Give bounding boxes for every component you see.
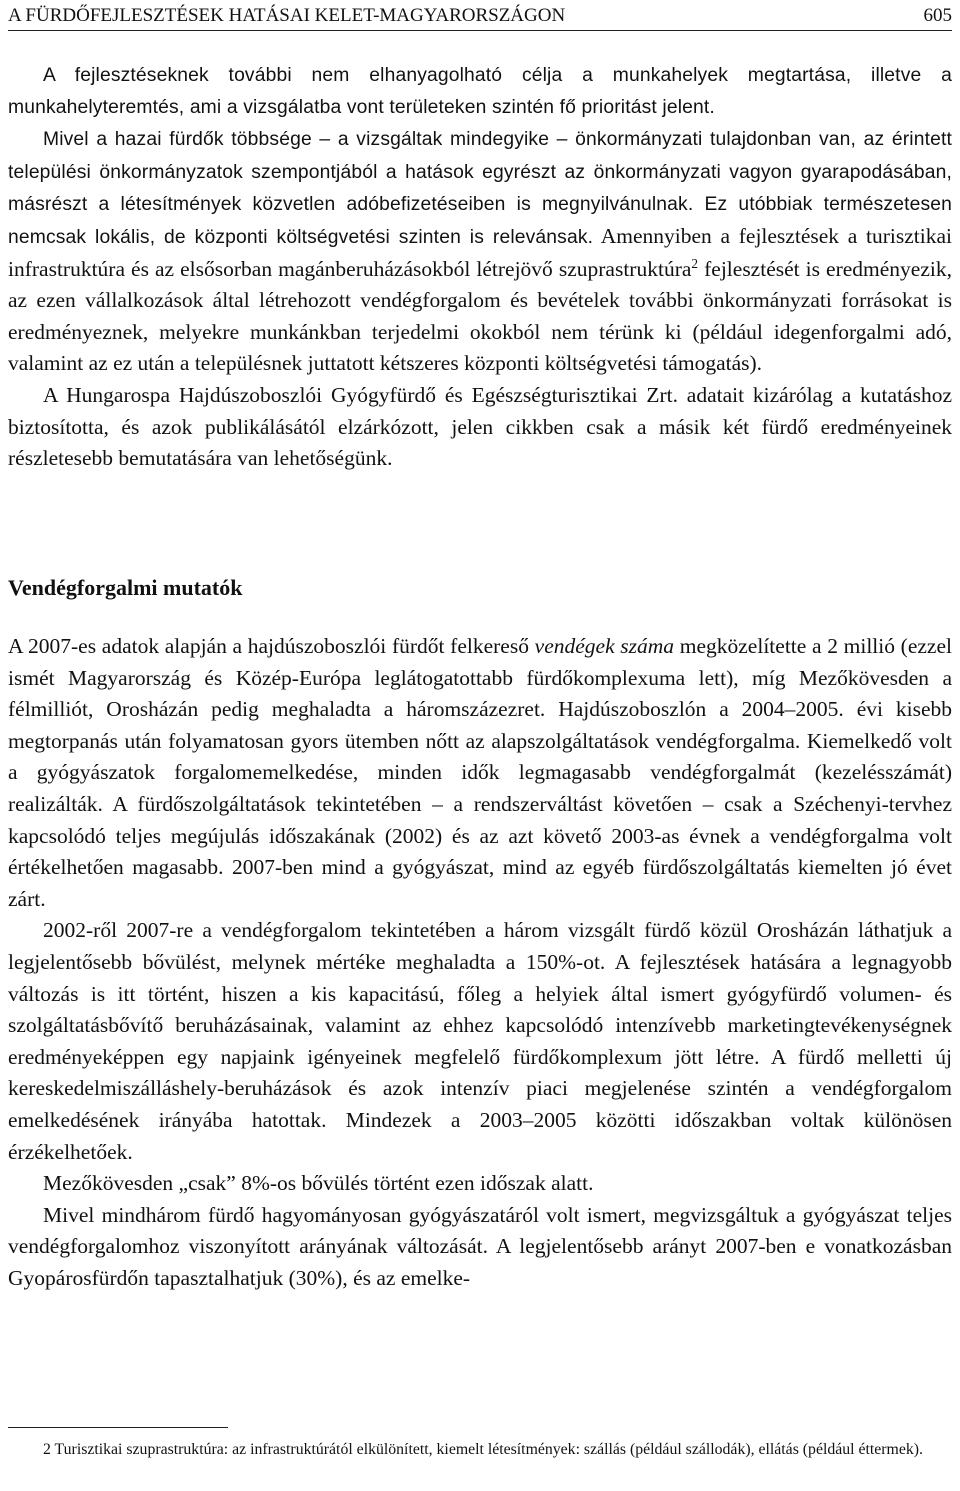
section-paragraph-3: Mezőkövesden „csak” 8%-os bővülés történt ezen időszak alatt. (43, 1171, 594, 1196)
footnote-text: 2 Turisztikai szuprastruktúra: az infrastruktúrától elkülönített, kiemelt létesítmények: szállás (például szállodák), ellátás (például éttermek). (43, 1441, 923, 1458)
section-paragraph-1-a: A 2007-es adatok alapján a hajdúszoboszlói fürdőt felkereső (8, 634, 529, 658)
intro-paragraph-2-serif-b: fejlesztését is eredményezik, az ezen vállalkozások által létrehozott vendégforgalom és bevételek további önkormányzati forrásokat is eredményeznek, melyekre munkánkban terjedelmi okokból nem térünk ki (például idegenforgalmi adó, valamint az ez után a településnek juttatott kétszeres központi költségvetési támogatás). (8, 256, 952, 376)
page-number: 605 (923, 5, 952, 26)
intro-paragraph-2-serif-a: Amennyiben a fejlesztések a turisztikai infrastruktúra és az elsősorban magánberuházásokból létrejövő szuprastruktúra (8, 223, 952, 281)
section-heading: Vendégforgalmi mutatók (8, 575, 243, 600)
footnote-separator (8, 1427, 228, 1428)
running-header (8, 4, 952, 31)
section-paragraph-1-italic: vendégek száma (534, 634, 675, 658)
section-paragraph-1 (8, 631, 952, 915)
section-paragraph-1-b: megközelítette a 2 millió (ezzel ismét Magyarország és Közép-Európa leglátogatottabb fürdőkomplexuma lett), míg Mezőkövesden a félmilliót, Orosházán pedig meghaladta a háromszázezret. Hajdúszoboszlón a 2004–2005. évi kisebb megtorpanás után folyamatosan gyors ütemben nőtt az alapszolgáltatások vendégforgalma. Kiemelkedő volt a gyógyászatok forgalomemelkedése, minden idők legmagasabb vendégforgalmát (kezelésszámát) realizálták. A fürdőszolgáltatások tekintetében – a rendszerváltást követően – csak a Széchenyi-tervhez kapcsolódó teljes megújulás időszakának (2002) és az azt követő 2003-as évnek a vendégforgalma volt értékelhetően magasabb. 2007-ben mind a gyógyászat, mind az egyéb fürdőszolgáltatás kiemelten jó évet zárt. (8, 634, 952, 911)
footnote-reference: 2 (691, 255, 699, 271)
section-text (8, 631, 952, 1294)
intro-paragraph-2-sans: Mivel a hazai fürdők többsége – a vizsgáltak mindegyike – önkormányzati tulajdonban van, az érintett települési önkormányzatok szempontjából a hatások egyrészt az önkormányzati vagyon gyarapodásában, másrészt a létesítmények közvetlen adóbefizetéseiben is megnyilvánulnak. Ez utóbbiak természetesen nemcsak lokális, de központi költségvetési szinten is relevánsak. (8, 129, 952, 248)
intro-paragraph-3: A Hungarospa Hajdúszoboszlói Gyógyfürdő és Egészségturisztikai Zrt. adatait kizárólag a kutatáshoz biztosította, és azok publikálásától elzárkózott, jelen cikkben csak a másik két fürdő eredményeinek részletesebb bemutatására van lehetőségünk. (8, 382, 952, 471)
intro-paragraph-1: A fejlesztéseknek további nem elhanyagolható célja a munkahelyek megtartása, illetve a munkahelyteremtés, ami a vizsgálatba vont területeken szintén fő prioritást jelent. (8, 65, 952, 118)
header-title: A FÜRDŐFEJLESZTÉSEK HATÁSAI KELET-MAGYARORSZÁGON (8, 5, 566, 26)
footnote (8, 1437, 952, 1463)
intro-paragraph-2 (8, 123, 952, 380)
intro-text (8, 60, 952, 475)
section-paragraph-2: 2002-ről 2007-re a vendégforgalom tekintetében a három vizsgált fürdő közül Orosházán láthatjuk a legjelentősebb bővülést, melynek mértéke meghaladta a 150%-ot. A fejlesztések hatására a legnagyobb változás is itt történt, hiszen a kis kapacitású, főleg a helyiek által ismert gyógyfürdő volumen- és szolgáltatásbővítő beruházásainak, valamint az ehhez kapcsolódó intenzívebb marketingtevékenységnek eredményeképpen egy napjaink igényeinek megfelelő fürdőkomplexum jött létre. A fürdő melletti új kereskedelmiszálláshely-beruházások és azok intenzív piaci megjelenése szintén a vendégforgalom emelkedésének irányába hatottak. Mindezek a 2003–2005 közötti időszakban voltak különösen érzékelhetőek. (8, 918, 952, 1164)
section-paragraph-4: Mivel mindhárom fürdő hagyományosan gyógyászatáról volt ismert, megvizsgáltuk a gyógyászat teljes vendégforgalomhoz viszonyított arányának változását. A legjelentősebb arányt 2007-ben e vonatkozásban Gyopárosfürdőn tapasztalhatjuk (30%), és az emelke- (8, 1202, 952, 1290)
